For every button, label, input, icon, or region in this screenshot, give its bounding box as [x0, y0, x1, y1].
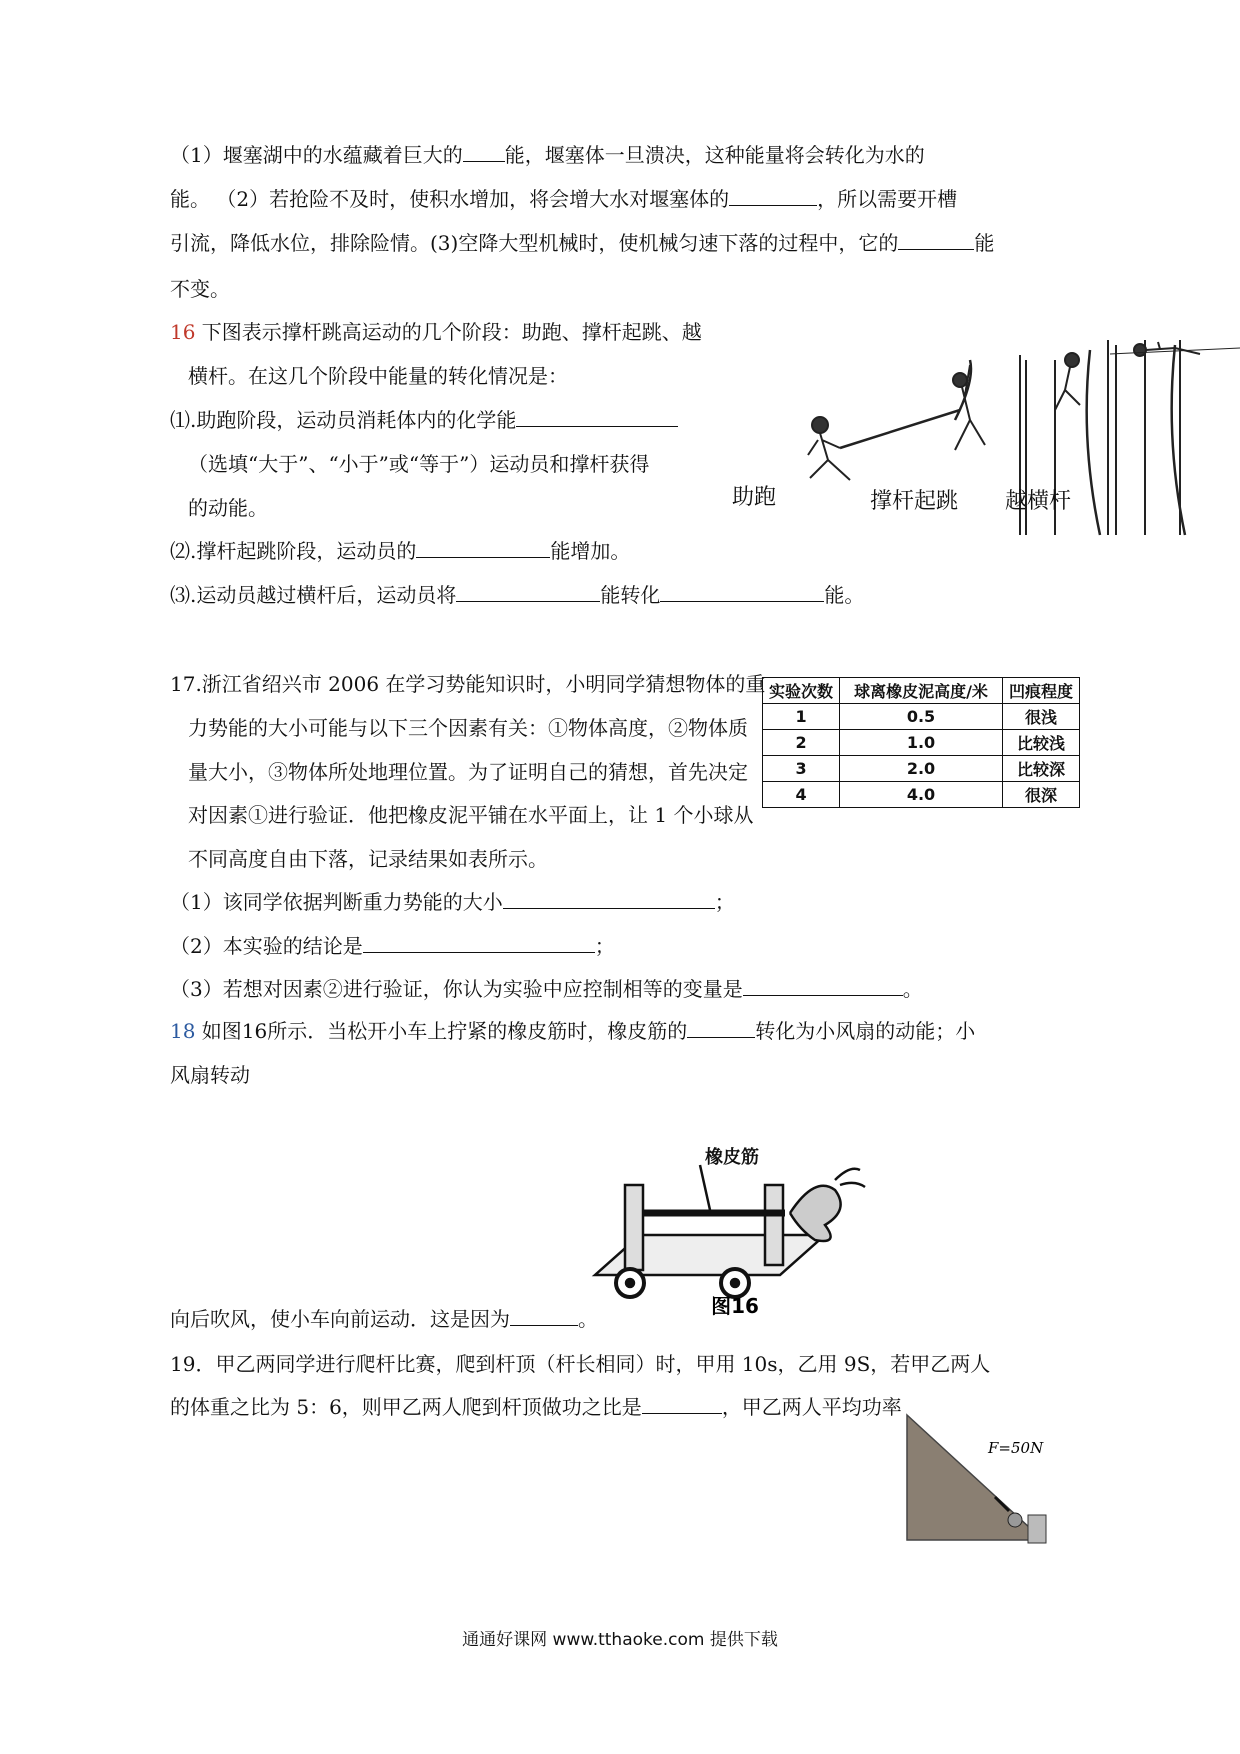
page-footer: 通通好课网 www.tthaoke.com 提供下载 [462, 1630, 778, 1650]
incline-figure [903, 1405, 1073, 1555]
q18-line-2: 风扇转动 [170, 1063, 250, 1087]
table-cell: 4.0 [840, 782, 1003, 808]
answer-blank[interactable] [363, 932, 595, 953]
table-row [763, 704, 1080, 730]
table-row [763, 756, 1080, 782]
q17-sub-2: （2）本实验的结论是 ； [170, 934, 615, 958]
q17-line-2: 力势能的大小可能与以下三个因素有关：①物体高度，②物体质 [188, 716, 748, 740]
table-cell: 很浅 [1003, 704, 1080, 730]
q17-line-4: 对因素①进行验证．他把橡皮泥平铺在水平面上，让 1 个小球从 [188, 803, 754, 827]
q17-line-3: 量大小，③物体所处地理位置。为了证明自己的猜想，首先决定 [188, 760, 748, 784]
table-header: 凹痕程度 [1003, 678, 1080, 704]
question-number: 18 [170, 1019, 196, 1043]
q17-sub-3: （3）若想对因素②进行验证，你认为实验中应控制相等的变量是 。 [170, 977, 923, 1001]
table-cell: 比较深 [1003, 756, 1080, 782]
table-cell: 2 [763, 730, 840, 756]
table-cell: 3 [763, 756, 840, 782]
q15-line-1: （1）堰塞湖中的水蕴藏着巨大的 能，堰塞体一旦溃决，这种能量将会转化为水的 [170, 143, 925, 167]
figure-caption: 图16 [711, 1294, 759, 1318]
answer-blank[interactable] [516, 406, 678, 427]
q17-line-1: 17.浙江省绍兴市 2006 在学习势能知识时，小明同学猜想物体的重 [170, 672, 766, 696]
table-header-row [763, 678, 1080, 704]
answer-blank[interactable] [463, 141, 505, 162]
table-row [763, 730, 1080, 756]
answer-blank[interactable] [729, 185, 817, 206]
table-cell: 比较浅 [1003, 730, 1080, 756]
answer-blank[interactable] [642, 1393, 722, 1414]
table-cell: 2.0 [840, 756, 1003, 782]
q16-part-1-cont: （选填“大于”、“小于”或“等于”）运动员和撑杆获得 [188, 452, 650, 476]
table-header: 球离橡皮泥高度/米 [840, 678, 1003, 704]
answer-blank[interactable] [660, 581, 824, 602]
answer-blank[interactable] [743, 975, 903, 996]
table-cell: 1.0 [840, 730, 1003, 756]
q16-part-1-end: 的动能。 [188, 496, 268, 520]
table-cell: 0.5 [840, 704, 1003, 730]
caption-run: 助跑 [732, 485, 777, 510]
table-cell: 很深 [1003, 782, 1080, 808]
q16-part-3: ⑶.运动员越过横杆后，运动员将 能转化 能。 [170, 583, 865, 607]
force-label: F=50N [988, 1439, 1044, 1457]
experiment-table [762, 677, 1080, 808]
q18-line-3: 向后吹风，使小车向前运动．这是因为 。 [170, 1307, 598, 1331]
q18-line-1: 18 如图16所示．当松开小车上拧紧的橡皮筋时，橡皮筋的 转化为小风扇的动能；小 [170, 1019, 976, 1043]
table-header: 实验次数 [763, 678, 840, 704]
q16-part-1: ⑴.助跑阶段，运动员消耗体内的化学能 [170, 406, 678, 434]
q15-line-3: 引流，降低水位，排除险情。(3)空降大型机械时，使机械匀速下落的过程中，它的 能 [170, 231, 995, 255]
answer-blank[interactable] [503, 888, 715, 909]
q17-sub-1: （1）该同学依据判断重力势能的大小 ； [170, 890, 735, 914]
q17-line-5: 不同高度自由下落，记录结果如表所示。 [188, 847, 548, 871]
answer-blank[interactable] [898, 229, 974, 250]
answer-blank[interactable] [510, 1305, 578, 1326]
q16-part-2: ⑵.撑杆起跳阶段，运动员的 能增加。 [170, 539, 631, 563]
caption-clear-bar: 越横杆 [1005, 489, 1072, 514]
q15-line-2: 能。 （2）若抢险不及时，使积水增加，将会增大水对堰塞体的 ，所以需要开槽 [170, 187, 958, 211]
q16-line-1: 16 下图表示撑杆跳高运动的几个阶段：助跑、撑杆起跳、越 [170, 320, 702, 344]
answer-blank[interactable] [456, 581, 600, 602]
q19-line-2: 的体重之比为 5：6，则甲乙两人爬到杆顶做功之比是 ，甲乙两人平均功率 [170, 1395, 902, 1419]
rubber-band-label: 橡皮筋 [705, 1147, 759, 1168]
question-number: 16 [170, 320, 196, 344]
q19-line-1: 19．甲乙两同学进行爬杆比赛，爬到杆顶（杆长相同）时，甲用 10s，乙用 9S，若甲乙两人 [170, 1352, 991, 1376]
table-cell: 4 [763, 782, 840, 808]
table-row [763, 782, 1080, 808]
answer-blank[interactable] [416, 537, 550, 558]
q16-line-2: 横杆。在这几个阶段中能量的转化情况是： [188, 364, 568, 388]
table-cell: 1 [763, 704, 840, 730]
q15-line-4: 不变。 [170, 277, 230, 301]
answer-blank[interactable] [687, 1017, 755, 1038]
caption-takeoff: 撑杆起跳 [870, 489, 959, 514]
